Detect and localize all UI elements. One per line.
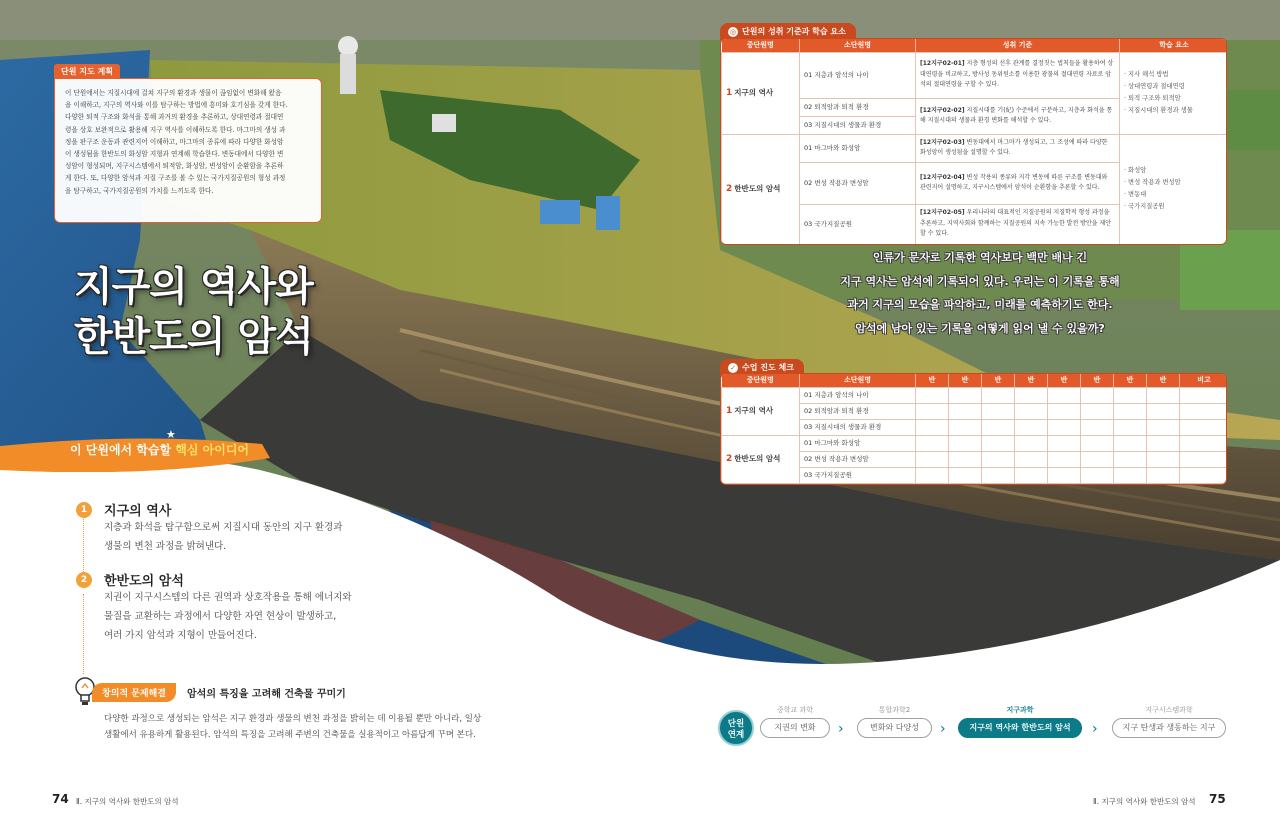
sub-unit-cell: 02 변성 작용과 변성암 [800, 162, 916, 204]
check-cell[interactable] [949, 435, 982, 451]
check-cell[interactable] [1081, 403, 1114, 419]
progress-header: 반 [1015, 374, 1048, 387]
mid-unit-cell: 1 지구의 역사 [722, 387, 800, 435]
sub-unit-cell: 01 마그마와 화성암 [800, 435, 916, 451]
intro-line: 과거 지구의 모습을 파악하고, 미래를 예측하기도 한다. [847, 298, 1113, 311]
check-cell[interactable] [916, 467, 949, 483]
note-cell[interactable] [1180, 403, 1228, 419]
check-cell[interactable] [1015, 387, 1048, 403]
standards-header: 소단원명 [800, 39, 916, 52]
sub-unit-cell: 03 지질시대의 생물과 환경 [800, 419, 916, 435]
check-cell[interactable] [1147, 419, 1180, 435]
check-cell[interactable] [982, 387, 1015, 403]
unit-title-line2: 한반도의 암석 [74, 314, 313, 360]
check-cell[interactable] [1048, 451, 1081, 467]
progress-header: 비고 [1180, 374, 1228, 387]
mid-unit-cell: 1 지구의 역사 [722, 52, 800, 134]
unit-plan-line: 을 탐구하고, 국가지질공원의 가치를 느끼도록 한다. [65, 186, 214, 195]
unit-title [74, 262, 313, 362]
standard-cell: [12지구02-03] 변동대에서 마그마가 생성되고, 그 조성에 따라 다양한 화성암이 생성됨을 설명할 수 있다. [916, 134, 1120, 162]
idea-title: 지구의 역사 [104, 504, 172, 519]
check-cell[interactable] [1147, 403, 1180, 419]
unit-plan-line: 을 이해하고, 지구의 역사와 이를 탐구하는 방법에 흥미와 호기심을 갖게 한다. [65, 101, 288, 110]
progress-header: 소단원명 [800, 374, 916, 387]
intro-line: 암석에 남아 있는 기록을 어떻게 읽어 낼 수 있을까? [855, 321, 1105, 335]
page-number-right: 75 [1209, 792, 1226, 806]
standards-header: 성취 기준 [916, 39, 1120, 52]
unit-plan-line: 이 단원에서는 지질시대에 걸쳐 지구의 환경과 생물이 끊임없이 변화해 왔음 [65, 89, 282, 97]
check-cell[interactable] [982, 403, 1015, 419]
standard-cell: [12지구02-04] 변성 작용의 종류와 지각 변동에 따른 구조를 변동대와 관련지어 설명하고, 지구시스템에서 암석이 순환함을 추론할 수 있다. [916, 162, 1120, 204]
unit-intro [780, 246, 1180, 340]
running-footer-left: Ⅱ. 지구의 역사와 한반도의 암석 [76, 797, 179, 806]
unit-title-line1: 지구의 역사와 [74, 264, 313, 310]
check-cell[interactable] [1048, 435, 1081, 451]
check-cell[interactable] [949, 451, 982, 467]
idea-number: 2 [76, 572, 92, 588]
running-footer-right: Ⅱ. 지구의 역사와 한반도의 암석 [1093, 797, 1196, 806]
note-cell[interactable] [1180, 387, 1228, 403]
check-cell[interactable] [982, 435, 1015, 451]
sub-unit-cell: 01 지층과 암석의 나이 [800, 387, 916, 403]
check-cell[interactable] [916, 387, 949, 403]
check-cell[interactable] [1081, 435, 1114, 451]
check-cell[interactable] [1048, 419, 1081, 435]
standard-cell: [12지구02-01] 지층 형성의 선후 관계를 결정짓는 법칙들을 활용하여 상대연령을 비교하고, 방사성 동위원소를 이용한 광물의 절대연령 자료로 암석의 절대연령을 구할 수 있다. [916, 52, 1120, 98]
note-cell[interactable] [1180, 419, 1228, 435]
progress-header: 반 [1114, 374, 1147, 387]
standards-table-tag-label: 단원의 성취 기준과 학습 요소 [742, 27, 846, 36]
mid-unit-cell: 2 한반도의 암석 [722, 134, 800, 244]
unit-connection-badge: 단원 연계 [718, 710, 754, 746]
idea-description: 지층과 화석을 탐구함으로써 지질시대 동안의 지구 환경과 생물의 변천 과정을 밝혀낸다. [104, 522, 343, 552]
sub-unit-cell: 03 국가지질공원 [800, 204, 916, 244]
check-cell[interactable] [1147, 451, 1180, 467]
progress-header: 반 [1081, 374, 1114, 387]
progress-header: 반 [1147, 374, 1180, 387]
progress-table-tag-label: 수업 진도 체크 [742, 363, 794, 372]
check-cell[interactable] [1081, 451, 1114, 467]
check-cell[interactable] [1048, 387, 1081, 403]
creative-problem-title: 암석의 특징을 고려해 건축물 꾸미기 [187, 689, 346, 700]
unit-plan-tag: 단원 지도 계획 [54, 64, 120, 79]
core-ideas-heading: 이 단원에서 학습할 핵심 아이디어 [70, 443, 250, 457]
unit-plan-line: 다양한 퇴적 구조와 화석을 통해 과거의 환경을 추론하고, 상대연령과 절대연 [65, 113, 284, 122]
check-cell[interactable] [949, 403, 982, 419]
check-cell[interactable] [982, 419, 1015, 435]
sub-unit-cell: 03 지질시대의 생물과 환경 [800, 116, 916, 134]
check-cell[interactable] [916, 403, 949, 419]
check-cell[interactable] [1015, 435, 1048, 451]
note-cell[interactable] [1180, 435, 1228, 451]
sub-unit-cell: 02 퇴적암과 퇴적 환경 [800, 403, 916, 419]
check-cell[interactable] [916, 451, 949, 467]
progress-header: 반 [1048, 374, 1081, 387]
note-cell[interactable] [1180, 467, 1228, 483]
sub-unit-cell: 03 국가지질공원 [800, 467, 916, 483]
unit-plan-box [54, 78, 322, 223]
progress-header: 반 [982, 374, 1015, 387]
mid-unit-cell: 2 한반도의 암석 [722, 435, 800, 483]
dotted-connector [83, 594, 84, 674]
standards-header: 학습 요소 [1120, 39, 1228, 52]
check-cell[interactable] [1048, 403, 1081, 419]
check-cell[interactable] [916, 435, 949, 451]
check-cell[interactable] [949, 387, 982, 403]
unit-plan-line: 이 생성됨을 한반도의 화성암 지형과 연계해 학습한다. 변동대에서 다양한 변 [65, 150, 284, 159]
check-cell[interactable] [949, 467, 982, 483]
idea-description: 지권이 지구시스템의 다른 권역과 상호작용을 통해 에너지와 물질을 교환하는 과정에서 다양한 자연 현상이 발생하고, 여러 가지 암석과 지형이 만들어진다. [104, 592, 352, 641]
page-number-left: 74 [52, 792, 69, 806]
idea-number: 1 [76, 502, 92, 518]
sub-unit-cell: 02 퇴적암과 퇴적 환경 [800, 98, 916, 116]
target-icon: ◎ [729, 27, 737, 36]
standards-header: 중단원명 [722, 39, 800, 52]
check-cell[interactable] [982, 467, 1015, 483]
check-cell[interactable] [1114, 451, 1147, 467]
check-cell[interactable] [1081, 387, 1114, 403]
progress-table [720, 373, 1227, 485]
progress-header: 중단원명 [722, 374, 800, 387]
check-cell[interactable] [1015, 467, 1048, 483]
standards-table [720, 38, 1227, 245]
learning-elements-cell: · 화성암 · 변성 작용과 변성암 · 변동대 · 국가지질공원 [1120, 134, 1228, 244]
intro-line: 지구 역사는 암석에 기록되어 있다. 우리는 이 기록을 통해 [840, 274, 1120, 288]
check-cell[interactable] [1114, 387, 1147, 403]
check-cell[interactable] [1081, 467, 1114, 483]
standard-cell: [12지구02-02] 지질시대를 기(紀) 수준에서 구분하고, 지층과 화석을 통해 지질시대의 생물과 환경 변화를 해석할 수 있다. [916, 98, 1120, 134]
note-cell[interactable] [1180, 451, 1228, 467]
check-cell[interactable] [1147, 467, 1180, 483]
creative-problem-description: 다양한 과정으로 생성되는 암석은 지구 환경과 생물의 변천 과정을 밝히는 데 이용될 뿐만 아니라, 일상 생활에서 유용하게 활용된다. 암석의 특징을 고려해 주변의 건축물을 실용적이고 아름답게 꾸며 본다. [104, 714, 482, 740]
star-icon: ★ [166, 428, 176, 441]
check-cell[interactable] [1081, 419, 1114, 435]
check-cell[interactable] [1114, 467, 1147, 483]
check-cell[interactable] [1147, 387, 1180, 403]
check-cell[interactable] [1015, 419, 1048, 435]
chevron-right-icon: › [940, 721, 946, 737]
sub-unit-cell: 01 지층과 암석의 나이 [800, 52, 916, 98]
check-cell[interactable] [1015, 451, 1048, 467]
check-cell[interactable] [916, 419, 949, 435]
check-cell[interactable] [949, 419, 982, 435]
sub-unit-cell: 01 마그마와 화성암 [800, 134, 916, 162]
intro-line: 인류가 문자로 기록한 역사보다 백만 배나 긴 [872, 251, 1088, 264]
check-cell[interactable] [982, 451, 1015, 467]
sub-unit-cell: 02 변성 작용과 변성암 [800, 451, 916, 467]
check-cell[interactable] [1048, 467, 1081, 483]
creative-problem-tag: 창의적 문제해결 [92, 683, 176, 702]
unit-plan-line: 성암이 형성되며, 지구시스템에서 퇴적암, 화성암, 변성암이 순환함을 추론하 [65, 162, 284, 171]
check-cell[interactable] [1114, 419, 1147, 435]
standard-cell: [12지구02-05] 우리나라의 대표적인 지질공원의 지질학적 형성 과정을 추론하고, 지역사회와 함께하는 지질공원의 지속 가능한 발전 방안을 제안할 수 있다. [916, 204, 1120, 244]
progress-header: 반 [916, 374, 949, 387]
check-icon: ✓ [728, 363, 738, 373]
chevron-right-icon: › [838, 721, 844, 737]
check-cell[interactable] [1114, 435, 1147, 451]
chevron-right-icon: › [1092, 721, 1098, 737]
learning-elements-cell: · 지사 해석 방법 · 상대연령과 절대연령 · 퇴적 구조와 퇴적암 · 지질시대의 환경과 생물 [1120, 52, 1228, 134]
check-cell[interactable] [1015, 403, 1048, 419]
unit-plan-line: 정을 판구조 운동과 관련지어 이해하고, 마그마의 종류에 따라 다양한 화성암 [65, 137, 284, 146]
idea-title: 한반도의 암석 [104, 574, 184, 589]
check-cell[interactable] [1114, 403, 1147, 419]
unit-plan-line: 게 한다. 또, 다양한 암석과 지질 구조를 볼 수 있는 국가지질공원의 형성 과정 [65, 174, 286, 183]
unit-plan-line: 령을 상호 보완적으로 활용해 지구 역사를 이해하도록 한다. 마그마의 생성 과 [65, 125, 286, 134]
progress-header: 반 [949, 374, 982, 387]
check-cell[interactable] [1147, 435, 1180, 451]
